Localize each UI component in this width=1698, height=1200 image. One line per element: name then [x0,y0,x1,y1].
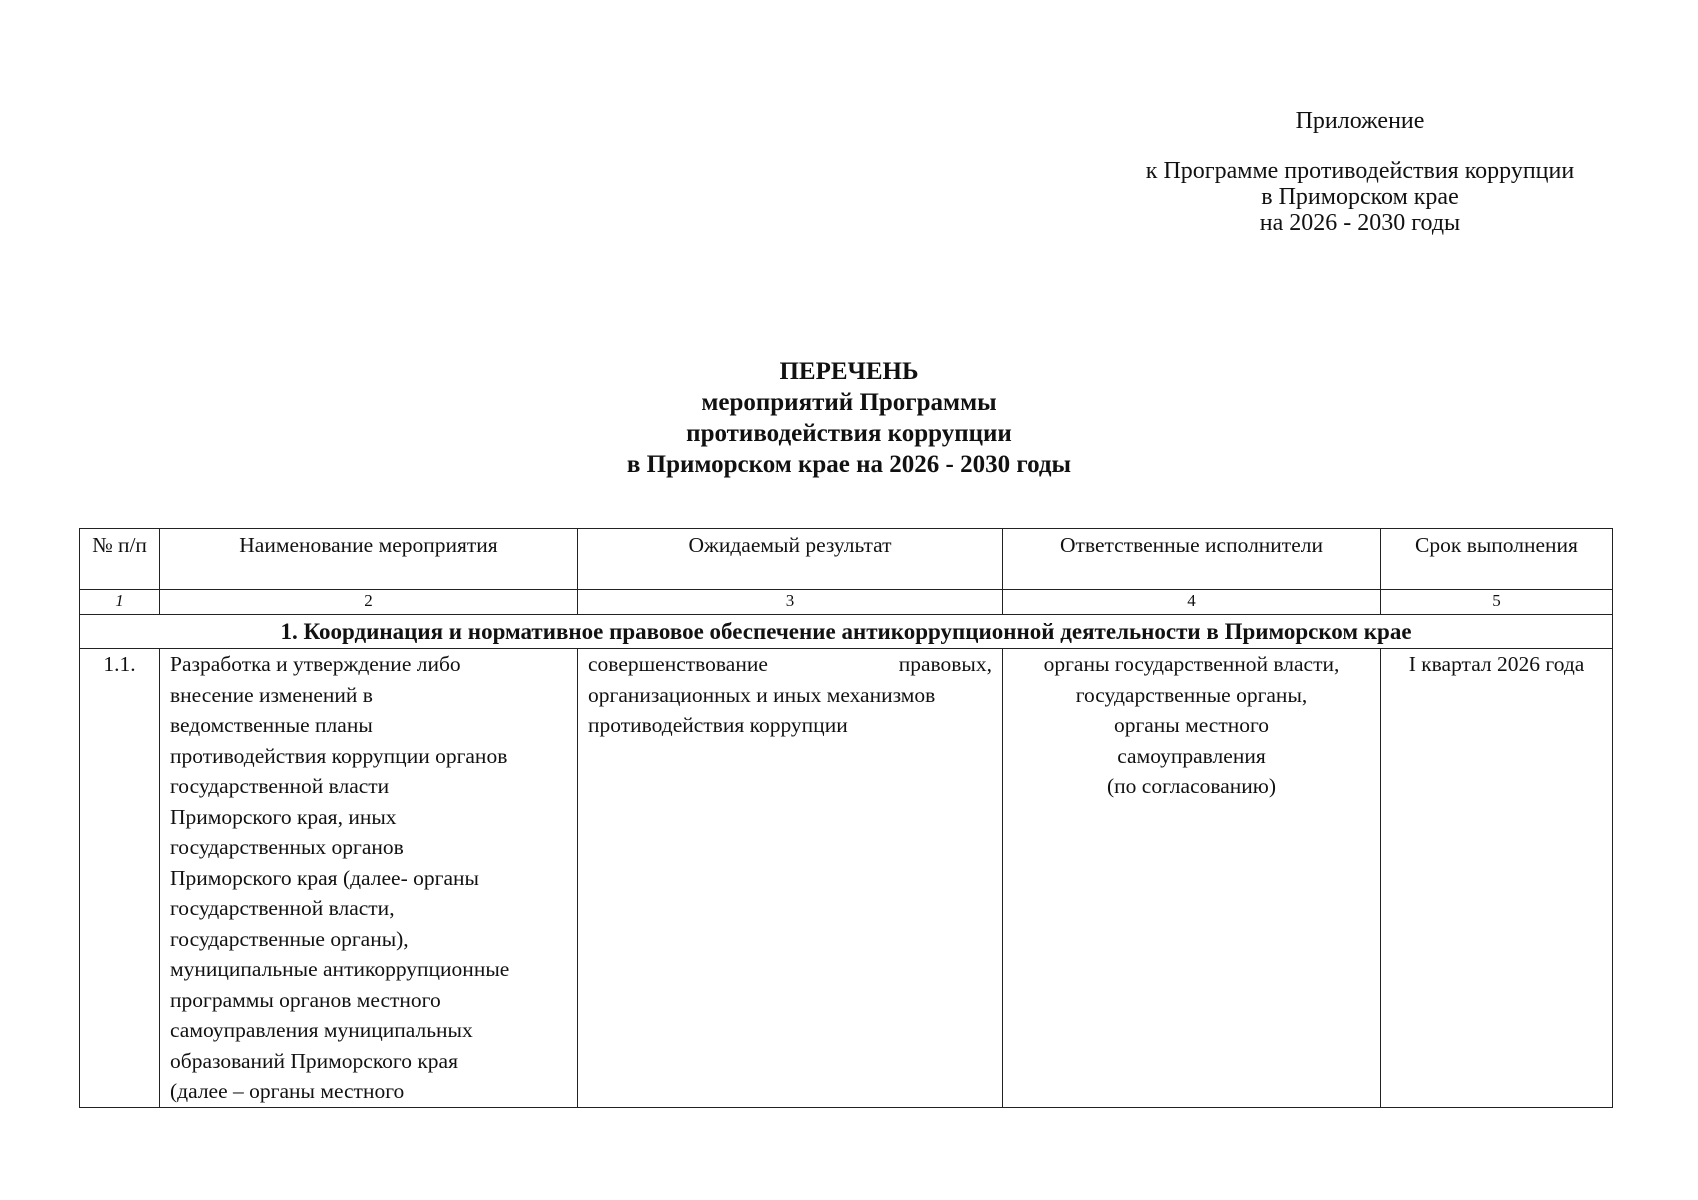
appendix-line: на 2026 - 2030 годы [1259,210,1461,236]
deadline-cell: I квартал 2026 года [1381,649,1613,1108]
appendix-line: к Программе противодействия коррупции [1145,158,1575,184]
cell-line: органы государственной власти, [1043,652,1340,676]
appendix-header [1060,108,1660,236]
cell-line: (далее – органы местного [170,1079,405,1103]
section-title: 1. Координация и нормативное правовое обеспечение антикоррупционной деятельности в Приморском крае [80,615,1613,649]
column-header: Ожидаемый результат [578,529,1003,590]
cell-line: ведомственные планы [170,713,373,737]
column-number: 4 [1003,590,1381,615]
heading-line: ПЕРЕЧЕНЬ [779,358,919,385]
column-header: Срок выполнения [1381,529,1613,590]
expected-result-cell [578,649,1003,1108]
column-header: Ответственные исполнители [1003,529,1381,590]
cell-line: органы местного [1113,713,1270,737]
table-row [80,649,1613,1108]
cell-line: организационных и иных механизмов [588,682,936,707]
cell-line: Приморского края (далее- органы [170,865,479,890]
cell-line: программы органов местного [170,987,441,1012]
heading-line: в Приморском крае на 2026 - 2030 годы [626,451,1072,478]
cell-line: образований Приморского края [170,1048,458,1073]
column-number: 5 [1381,590,1613,615]
measures-table [79,528,1613,1108]
document-heading [0,356,1698,480]
heading-line: мероприятий Программы [701,389,997,416]
cell-line: муниципальные антикоррупционные [170,957,510,981]
cell-line: государственных органов [170,835,404,859]
cell-line: Разработка и утверждение либо [170,652,461,676]
column-header: Наименование мероприятия [160,529,578,590]
cell-line: государственной власти [170,774,390,798]
cell-line: самоуправления муниципальных [170,1018,473,1042]
cell-line: государственные органы), [170,926,409,951]
column-header: № п/п [80,529,160,590]
section-row [80,615,1613,649]
cell-line: государственной власти, [170,896,395,920]
heading-line: противодействия коррупции [686,420,1012,447]
cell-line: противодействия коррупции [588,713,848,737]
executors-cell [1003,649,1381,1108]
column-number-row [80,590,1613,615]
cell-line: внесение изменений в [170,682,373,707]
row-number: 1.1. [80,649,160,1108]
column-number: 3 [578,590,1003,615]
table-header-row [80,529,1613,590]
appendix-title: Приложение [1295,108,1425,134]
cell-line: самоуправления [1117,743,1266,768]
column-number: 2 [160,590,578,615]
cell-line: государственные органы, [1075,682,1308,707]
cell-line: противодействия коррупции органов [170,743,508,768]
cell-line: совершенствование правовых, [588,652,992,676]
appendix-line: в Приморском крае [1261,184,1459,210]
cell-line: (по согласованию) [1106,774,1277,798]
cell-line: Приморского края, иных [170,804,397,829]
column-number: 1 [80,590,160,615]
measure-name-cell [160,649,578,1108]
